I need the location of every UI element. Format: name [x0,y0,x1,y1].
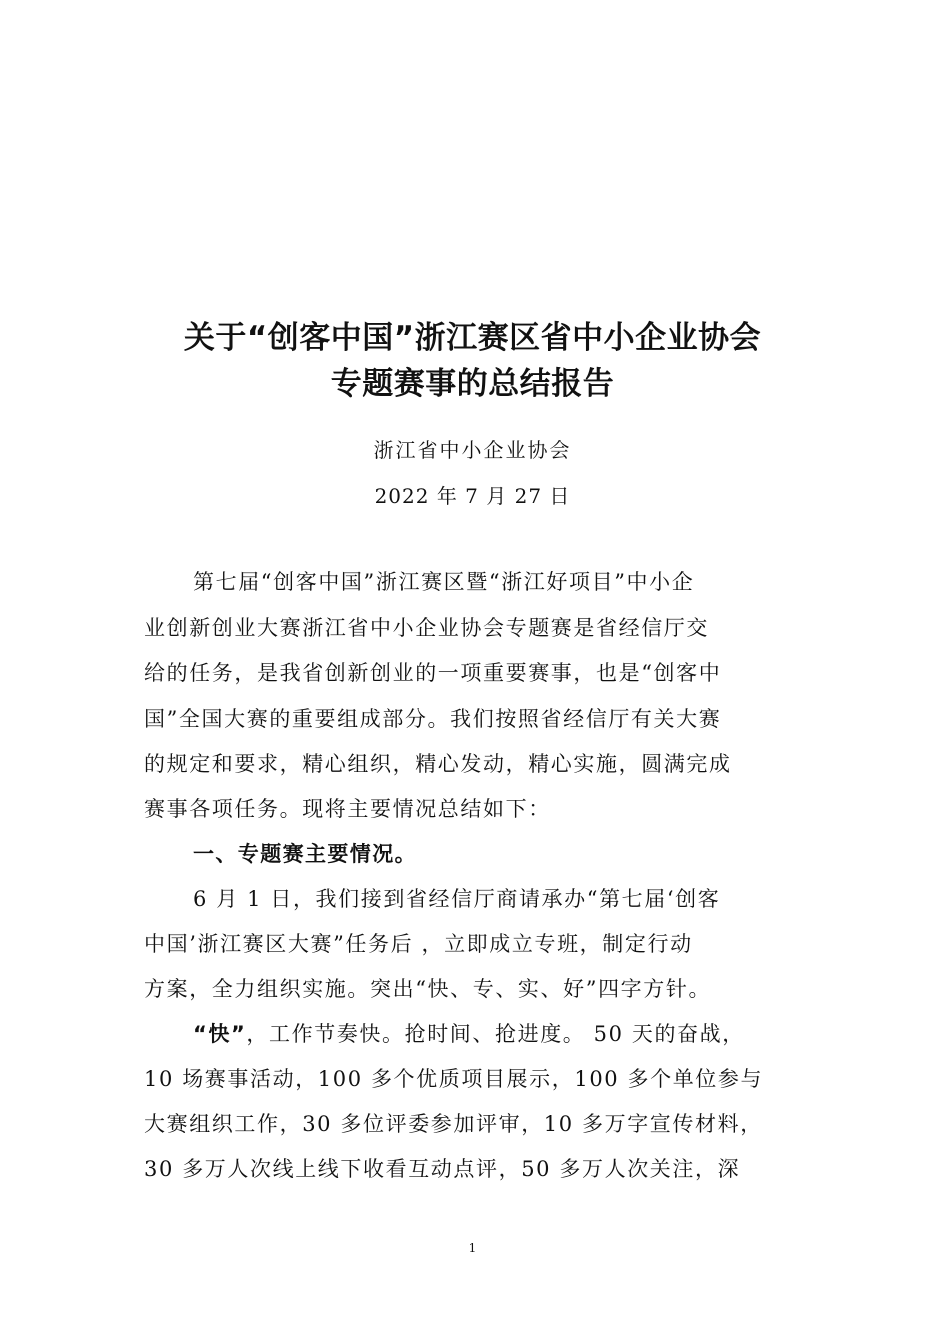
emphasis-kuai: “快” [193,1022,247,1046]
paragraph-line-with-emphasis [193,1012,806,1057]
issuing-organization: 浙江省中小企业协会 [373,438,572,462]
paragraph-line: 10 场赛事活动，100 多个优质项目展示，100 多个单位参与 [144,1067,764,1091]
paragraph-line: 业创新创业大赛浙江省中小企业协会专题赛是省经信厅交 [144,616,709,640]
page-number: 1 [468,1241,477,1255]
paragraph-line: 大赛组织工作，30 多位评委参加评审，10 多万字宣传材料， [144,1112,763,1136]
paragraph-line-text: ，工作节奏快。抢时间、抢进度。 50 天的奋战， [246,1022,745,1046]
paragraph-line: 的规定和要求，精心组织，精心发动，精心实施，圆满完成 [144,752,732,776]
paragraph-line: 方案，全力组织实施。突出“快、专、实、好”四字方针。 [144,977,712,1001]
paragraph-line: 赛事各项任务。现将主要情况总结如下： [144,797,551,821]
paragraph-line: 6 月 1 日，我们接到省经信厅商请承办“第七届‘创客 [193,887,721,911]
section-heading: 一、专题赛主要情况。 [193,842,417,866]
paragraph-line: 30 多万人次线上线下收看互动点评，50 多万人次关注，深 [144,1157,741,1181]
paragraph-line: 中国’浙江赛区大赛”任务后 ，立即成立专班，制定行动 [144,932,693,956]
paragraph-line: 第七届“创客中国”浙江赛区暨“浙江好项目”中小企 [193,570,695,594]
paragraph-line: 国”全国大赛的重要组成部分。我们按照省经信厅有关大赛 [144,707,722,731]
document-title-line-1: 关于“创客中国”浙江赛区省中小企业协会 [183,320,762,356]
document-title-line-2: 专题赛事的总结报告 [330,366,615,402]
document-date: 2022 年 7 月 27 日 [374,484,571,508]
paragraph-line: 给的任务，是我省创新创业的一项重要赛事，也是“创客中 [144,661,722,685]
